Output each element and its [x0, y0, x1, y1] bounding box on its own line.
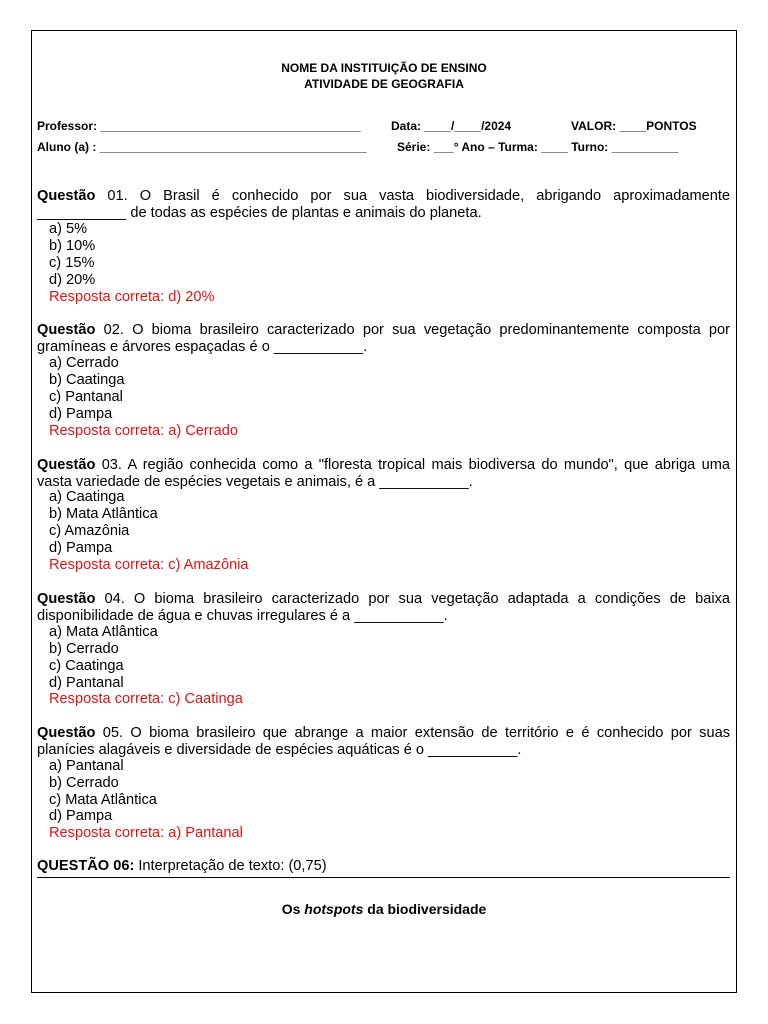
question-6-label: QUESTÃO 06:: [37, 858, 135, 874]
option-a: a) Pantanal: [49, 758, 124, 774]
reading-text-title: [0, 901, 768, 918]
institution-name: NOME DA INSTITUIÇÃO DE ENSINO: [281, 61, 487, 75]
option-b: b) Cerrado: [49, 641, 119, 657]
question-text: 04. O bioma brasileiro caracterizado por sua vegetação adaptada a condições de baixa disponibilidade de água e chuvas irregulares é a ___________.: [37, 591, 730, 624]
title-italic-word: hotspots: [304, 901, 364, 917]
option-d: d) Pampa: [49, 808, 113, 824]
option-c: c) Caatinga: [49, 658, 124, 674]
correct-answer: Resposta correta: d) 20%: [49, 289, 215, 305]
question-1: [37, 188, 730, 222]
divider-line: [37, 877, 730, 878]
correct-answer: Resposta correta: c) Caatinga: [49, 691, 243, 707]
option-d: d) Pampa: [49, 406, 113, 422]
question-label: Questão: [37, 188, 96, 204]
activity-title: ATIVIDADE DE GEOGRAFIA: [304, 77, 464, 91]
serie-turma-turno-field: Série: ___° Ano – Turma: ____ Turno: __________: [397, 140, 679, 154]
option-d: d) Pantanal: [49, 675, 124, 691]
question-4: [37, 591, 730, 625]
question-3: [37, 457, 730, 491]
question-2: [37, 322, 730, 356]
option-c: c) Pantanal: [49, 389, 123, 405]
question-6-text: Interpretação de texto: (0,75): [134, 858, 327, 874]
option-c: c) Amazônia: [49, 523, 130, 539]
correct-answer: Resposta correta: a) Pantanal: [49, 825, 243, 841]
valor-field: VALOR: ____PONTOS: [571, 119, 697, 133]
question-text: 02. O bioma brasileiro caracterizado por sua vegetação predominantemente composta por gramíneas e árvores espaçadas é o ___________.: [37, 322, 730, 355]
question-label: Questão: [37, 591, 96, 607]
title-part-2: da biodiversidade: [363, 901, 487, 917]
question-label: Questão: [37, 322, 96, 338]
question-text: 05. O bioma brasileiro que abrange a maior extensão de território e é conhecido por suas planícies alagáveis e diversidade de espécies aquáticas é o ___________.: [37, 725, 730, 758]
question-6: [37, 858, 327, 875]
option-a: a) 5%: [49, 221, 88, 237]
professor-field: Professor: _______________________________________: [37, 119, 361, 133]
aluno-field: Aluno (a) : ________________________________________: [37, 140, 367, 154]
question-text: 01. O Brasil é conhecido por sua vasta biodiversidade, abrigando aproximadamente ___________ de todas as espécies de plantas e animais do planeta.: [37, 188, 730, 221]
title-part-1: Os: [281, 901, 305, 917]
option-d: d) Pampa: [49, 540, 113, 556]
option-a: a) Cerrado: [49, 355, 119, 371]
option-b: b) Mata Atlântica: [49, 506, 158, 522]
question-text: 03. A região conhecida como a "floresta tropical mais biodiversa do mundo", que abriga uma vasta variedade de espécies vegetais e animais, é a ___________.: [37, 457, 730, 490]
correct-answer: Resposta correta: c) Amazônia: [49, 557, 249, 573]
option-a: a) Caatinga: [49, 489, 125, 505]
option-a: a) Mata Atlântica: [49, 624, 158, 640]
option-c: c) 15%: [49, 255, 95, 271]
correct-answer: Resposta correta: a) Cerrado: [49, 423, 238, 439]
question-label: Questão: [37, 457, 96, 473]
option-b: b) 10%: [49, 238, 96, 254]
date-field: Data: ____/____/2024: [391, 119, 512, 133]
question-label: Questão: [37, 725, 96, 741]
option-d: d) 20%: [49, 272, 96, 288]
option-b: b) Cerrado: [49, 775, 119, 791]
option-b: b) Caatinga: [49, 372, 125, 388]
question-5: [37, 725, 730, 759]
option-c: c) Mata Atlântica: [49, 792, 157, 808]
